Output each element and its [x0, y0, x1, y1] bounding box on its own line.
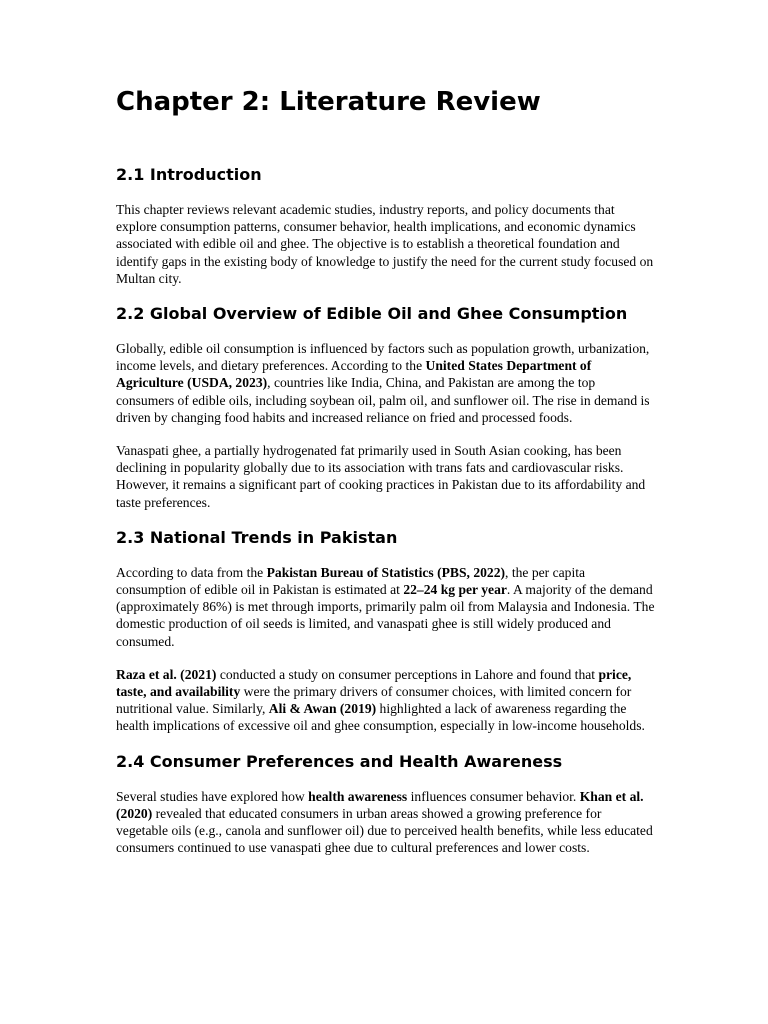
document-page [116, 84, 656, 873]
bold-text: health awareness [308, 788, 408, 804]
text-run: , countries like India, China, and Pakistan are among the top consumers of edible oils, including soybean oil, palm oil, and sunflower oil. The rise in demand is driven by changing food habits and increased reliance on fried and processed foods. [116, 375, 650, 425]
document-body [116, 165, 656, 856]
text-run: highlighted a lack of awareness regarding the health implications of excessive oil and ghee consumption, especially in low-income households. [116, 701, 645, 734]
text-run: According to data from the [116, 564, 267, 580]
bold-text: price, taste, and availability [116, 666, 632, 700]
body-paragraph [116, 201, 656, 287]
text-run: This chapter reviews relevant academic studies, industry reports, and policy documents that explore consumption patterns, consumer behavior, health implications, and economic dynamics associated with edible oil and ghee. The objective is to establish a theoretical foundation and identify gaps in the existing body of knowledge to justify the need for the current study focused on Multan city. [116, 202, 654, 286]
text-run: . A majority of the demand (approximately 86%) is met through imports, primarily palm oil from Malaysia and Indonesia. The domestic production of oil seeds is limited, and vanaspati ghee is still widely produced and consumed. [116, 582, 655, 649]
body-paragraph [116, 564, 656, 650]
text-run: , the per capita consumption of edible oil in Pakistan is estimated at [116, 564, 586, 598]
section-heading: 2.3 National Trends in Pakistan [116, 527, 398, 547]
body-paragraph [116, 788, 656, 857]
bold-text: United States Department of Agriculture (USDA, 2023) [116, 358, 592, 391]
text-run: Vanaspati ghee, a partially hydrogenated fat primarily used in South Asian cooking, has been declining in popularity globally due to its association with trans fats and cardiovascular risks. However, it remains a significant part of cooking practices in Pakistan due to its affordability and taste preferences. [116, 443, 646, 510]
section-heading: 2.1 Introduction [116, 165, 262, 184]
text-run: were the primary drivers of consumer choices, with limited concern for nutritional value. Similarly, [116, 684, 632, 717]
bold-text: 22–24 kg per year [403, 582, 507, 598]
text-run: conducted a study on consumer perceptions in Lahore and found that [216, 666, 599, 682]
chapter-title: Chapter 2: Literature Review [116, 87, 541, 117]
body-paragraph [116, 442, 656, 511]
body-paragraph [116, 340, 656, 426]
bold-text: Pakistan Bureau of Statistics (PBS, 2022) [266, 564, 506, 580]
bold-text: Raza et al. (2021) [116, 666, 217, 682]
bold-text: Khan et al. (2020) [116, 788, 644, 821]
text-run: influences consumer behavior. [407, 788, 580, 804]
section-heading: 2.4 Consumer Preferences and Health Awareness [116, 751, 563, 771]
section-heading: 2.2 Global Overview of Edible Oil and Ghee Consumption [116, 304, 628, 324]
body-paragraph [116, 666, 656, 735]
text-run: revealed that educated consumers in urban areas showed a growing preference for vegetable oils (e.g., canola and sunflower oil) due to perceived health benefits, while less educated consumers continued to use vanaspati ghee due to cultural preferences and lower costs. [116, 805, 653, 856]
text-run: Globally, edible oil consumption is influenced by factors such as population growth, urbanization, income levels, and dietary preferences. According to the [116, 341, 650, 374]
bold-text: Ali & Awan (2019) [268, 701, 377, 717]
text-run: Several studies have explored how [116, 788, 309, 804]
